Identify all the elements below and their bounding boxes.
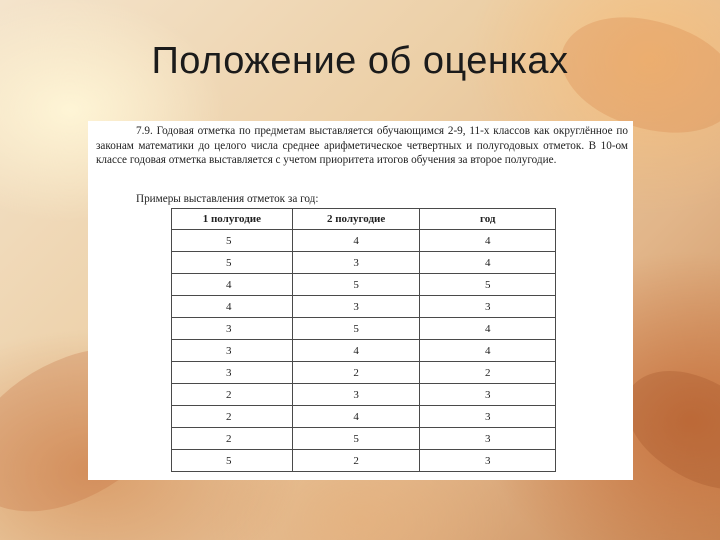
table-row (172, 450, 556, 472)
cell-year: 2 (420, 362, 556, 384)
cell-second-half: 5 (292, 318, 420, 340)
cell-first-half: 5 (172, 450, 293, 472)
cell-second-half: 3 (292, 296, 420, 318)
table-row (172, 406, 556, 428)
cell-first-half: 2 (172, 406, 293, 428)
table-row (172, 362, 556, 384)
table-row (172, 428, 556, 450)
table-row (172, 230, 556, 252)
cell-second-half: 4 (292, 340, 420, 362)
table-row (172, 340, 556, 362)
examples-caption: Примеры выставления отметок за год: (136, 193, 319, 205)
slide-title: Положение об оценках (151, 40, 569, 82)
cell-second-half: 2 (292, 362, 420, 384)
cell-first-half: 2 (172, 428, 293, 450)
cell-first-half: 5 (172, 252, 293, 274)
cell-second-half: 2 (292, 450, 420, 472)
cell-first-half: 4 (172, 274, 293, 296)
table-header-row (172, 209, 556, 230)
cell-second-half: 4 (292, 406, 420, 428)
cell-first-half: 5 (172, 230, 293, 252)
cell-second-half: 3 (292, 252, 420, 274)
cell-year: 5 (420, 274, 556, 296)
cell-first-half: 4 (172, 296, 293, 318)
header-first-half: 1 полугодие (172, 209, 293, 230)
cell-second-half: 5 (292, 428, 420, 450)
cell-year: 3 (420, 384, 556, 406)
cell-second-half: 4 (292, 230, 420, 252)
cell-year: 4 (420, 318, 556, 340)
table-row (172, 384, 556, 406)
cell-year: 4 (420, 230, 556, 252)
cell-year: 3 (420, 428, 556, 450)
table-row (172, 296, 556, 318)
cell-second-half: 3 (292, 384, 420, 406)
table-row (172, 252, 556, 274)
cell-year: 4 (420, 340, 556, 362)
cell-first-half: 3 (172, 318, 293, 340)
table-row (172, 318, 556, 340)
cell-year: 3 (420, 406, 556, 428)
table-row (172, 274, 556, 296)
cell-year: 4 (420, 252, 556, 274)
cell-second-half: 5 (292, 274, 420, 296)
grades-table (171, 208, 556, 472)
cell-year: 3 (420, 296, 556, 318)
cell-first-half: 3 (172, 362, 293, 384)
cell-first-half: 2 (172, 384, 293, 406)
cell-first-half: 3 (172, 340, 293, 362)
header-second-half: 2 полугодие (292, 209, 420, 230)
document-image (88, 121, 633, 480)
cell-year: 3 (420, 450, 556, 472)
header-year: год (420, 209, 556, 230)
rule-paragraph: 7.9. Годовая отметка по предметам выставляется обучающимся 2-9, 11-х классов как округлённое по законам математики до целого числа среднее арифметическое четвертных и полугодовых отметок. В 10-ом классе годовая отметка выставляется с учетом приоритета итогов обучения за второе полугодие. (96, 125, 628, 167)
